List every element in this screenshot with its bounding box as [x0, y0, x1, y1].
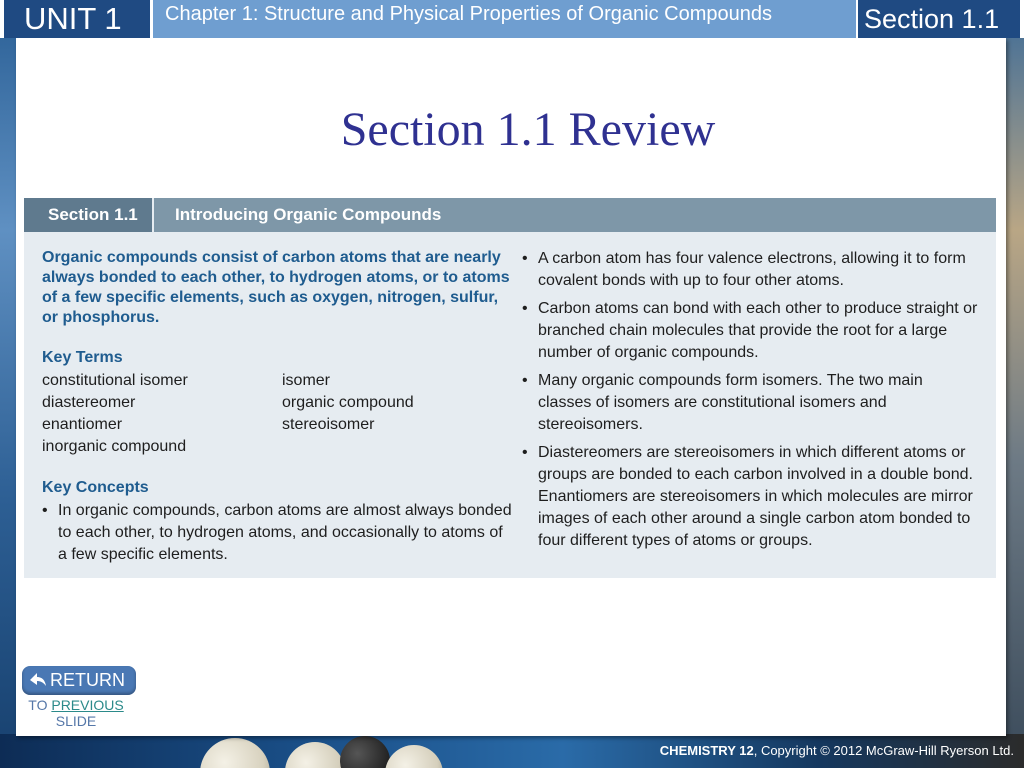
footer-copyright-text: , Copyright © 2012 McGraw-Hill Ryerson Ltd. [753, 743, 1014, 758]
panel-heading: Introducing Organic Compounds [175, 205, 442, 224]
panel-section-label: Section 1.1 [24, 198, 152, 232]
review-bullet: • Many organic compounds form isomers. The two main classes of isomers are constitutional isomers and stereoisomers. [522, 370, 980, 436]
key-term: isomer [282, 372, 331, 389]
chapter-title: Chapter 1: Structure and Physical Properties of Organic Compounds [153, 0, 856, 38]
review-bullet: • Diastereomers are stereoisomers in which different atoms or groups are bonded to each carbon involved in a double bond. Enantiomers are stereoisomers in which molecules are mirror images of each other around a single carbon atom bonded to four different types of atoms or groups. [522, 442, 980, 552]
key-terms-list [42, 370, 512, 458]
left-column [42, 248, 512, 566]
key-terms-heading: Key Terms [42, 349, 123, 366]
return-slide-text: SLIDE [55, 713, 97, 729]
key-concepts-heading: Key Concepts [42, 479, 149, 496]
return-arrow-icon [28, 670, 48, 690]
slide-title: Section 1.1 Review [340, 103, 716, 156]
right-column [522, 248, 980, 558]
section-label: Section 1.1 [858, 0, 1020, 38]
review-bullet: • A carbon atom has four valence electrons, allowing it to form covalent bonds with up to four other atoms. [522, 248, 980, 292]
key-term: stereoisomer [282, 416, 375, 433]
review-bullets [522, 248, 980, 552]
review-bullet: • Carbon atoms can bond with each other to produce straight or branched chain molecules that provide the root for a large number of organic compounds. [522, 298, 980, 364]
panel-divider [152, 198, 154, 232]
return-to-text: TO [28, 697, 48, 713]
unit-label: UNIT 1 [4, 0, 150, 38]
return-caption [22, 697, 130, 729]
key-term: constitutional isomer [42, 372, 188, 389]
previous-link[interactable]: PREVIOUS [51, 697, 124, 713]
footer-brand: CHEMISTRY 12 [659, 743, 754, 758]
key-concept-item: • In organic compounds, carbon atoms are almost always bonded to each other, to hydrogen atoms, and occasionally to atoms of a few specific elements. [42, 500, 512, 566]
review-panel [24, 198, 996, 578]
key-concepts-list [42, 500, 512, 566]
header-bar [0, 0, 1024, 38]
panel-header [24, 198, 996, 232]
key-term: enantiomer [42, 416, 123, 433]
intro-summary: Organic compounds consist of carbon atoms that are nearly always bonded to each other, to hydrogen atoms, or to atoms of a few specific elements, such as oxygen, nitrogen, sulfur, or phosphorus. [42, 249, 510, 326]
key-term: inorganic compound [42, 438, 187, 455]
footer-copyright [660, 743, 1014, 758]
return-label: RETURN [50, 670, 125, 690]
key-term: diastereomer [42, 394, 136, 411]
return-button[interactable] [22, 666, 136, 695]
key-term: organic compound [282, 394, 414, 411]
